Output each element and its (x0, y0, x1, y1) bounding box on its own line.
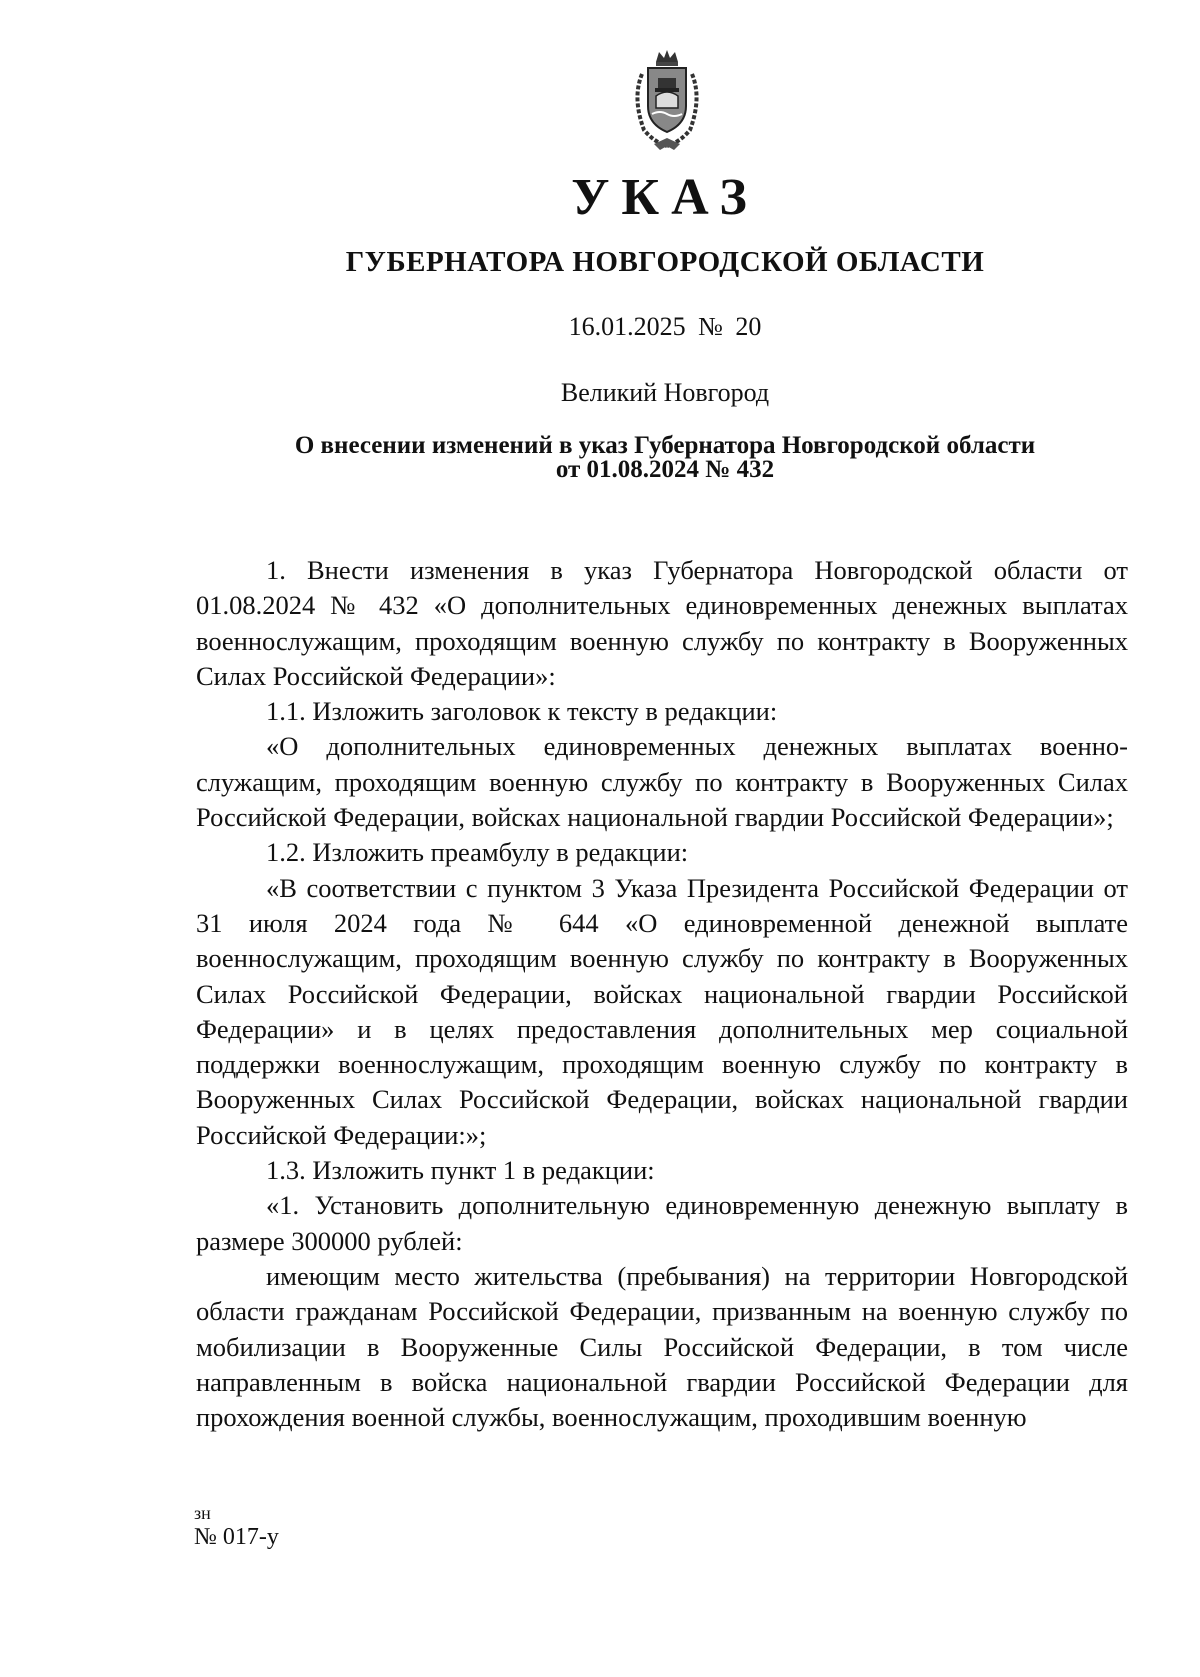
document-subtitle: ГУБЕРНАТОРА НОВГОРОДСКОЙ ОБЛАСТИ (345, 246, 985, 278)
date-number-line (0, 312, 1200, 342)
document-footer (194, 1503, 279, 1551)
footer-initials: зн (194, 1503, 211, 1523)
document-number: № 20 (698, 312, 762, 341)
document-city: Великий Новгород (560, 378, 770, 407)
document-subject (0, 434, 1200, 482)
document-body (196, 553, 1128, 1435)
body-paragraph: 1.2. Изложить преамбулу в редакции: (266, 837, 689, 868)
subject-line-1: О внесении изменений в указ Губернатора Новгородской области (294, 432, 1036, 459)
subject-line-2: от 01.08.2024 № 432 (555, 456, 775, 483)
body-paragraph: 1.1. Изложить заголовок к тексту в редакции: (266, 696, 778, 727)
body-paragraph: 1. Внести изменения в указ Губернатора Новгородской области от 01.08.2024 № 432 «О дополнительных единовременных денежных выплатах военнослужащим, проходящим военную службу по контракту в Вооруженных Силах Российской Федерации»: (196, 555, 1128, 691)
document-date: 16.01.2025 (568, 312, 686, 341)
body-paragraph: «1. Установить дополнительную единовременную денежную выплату в размере 300000 рублей: (196, 1190, 1128, 1256)
body-paragraph: «О дополнительных единовременных денежных выплатах военно-служащим, проходящим военную службу по контракту в Вооруженных Силах Российской Федерации, войсках национальной гвардии Российской Федерации»; (196, 731, 1128, 833)
coat-of-arms-icon (626, 48, 708, 152)
footer-form-number: № 017-у (194, 1524, 279, 1550)
body-paragraph: «В соответствии с пунктом 3 Указа Президента Российской Федерации от 31 июля 2024 года № 644 «О единовременной денежной выплате военнослужащим, проходящим военную службу по контракту в Вооруженных Силах Российской Федерации, войсках национальной гвардии Российской Федерации» и в целях предоставления дополнительных мер социальной поддержки военнослужащим, проходящим военную службу по контракту в Вооруженных Силах Российской Федерации, войсках национальной гвардии Российской Федерации:»; (196, 872, 1128, 1150)
document-title: УКАЗ (571, 169, 759, 226)
body-paragraph: 1.3. Изложить пункт 1 в редакции: (266, 1155, 655, 1186)
body-paragraph: имеющим место жительства (пребывания) на территории Новгородской области гражданам Российской Федерации, призванным на военную службу по мобилизации в Вооруженные Силы Российской Федерации, в том числе направленным в войска национальной гвардии Российской Федерации для прохождения военной службы, военнослужащим, проходившим военную (196, 1260, 1128, 1433)
